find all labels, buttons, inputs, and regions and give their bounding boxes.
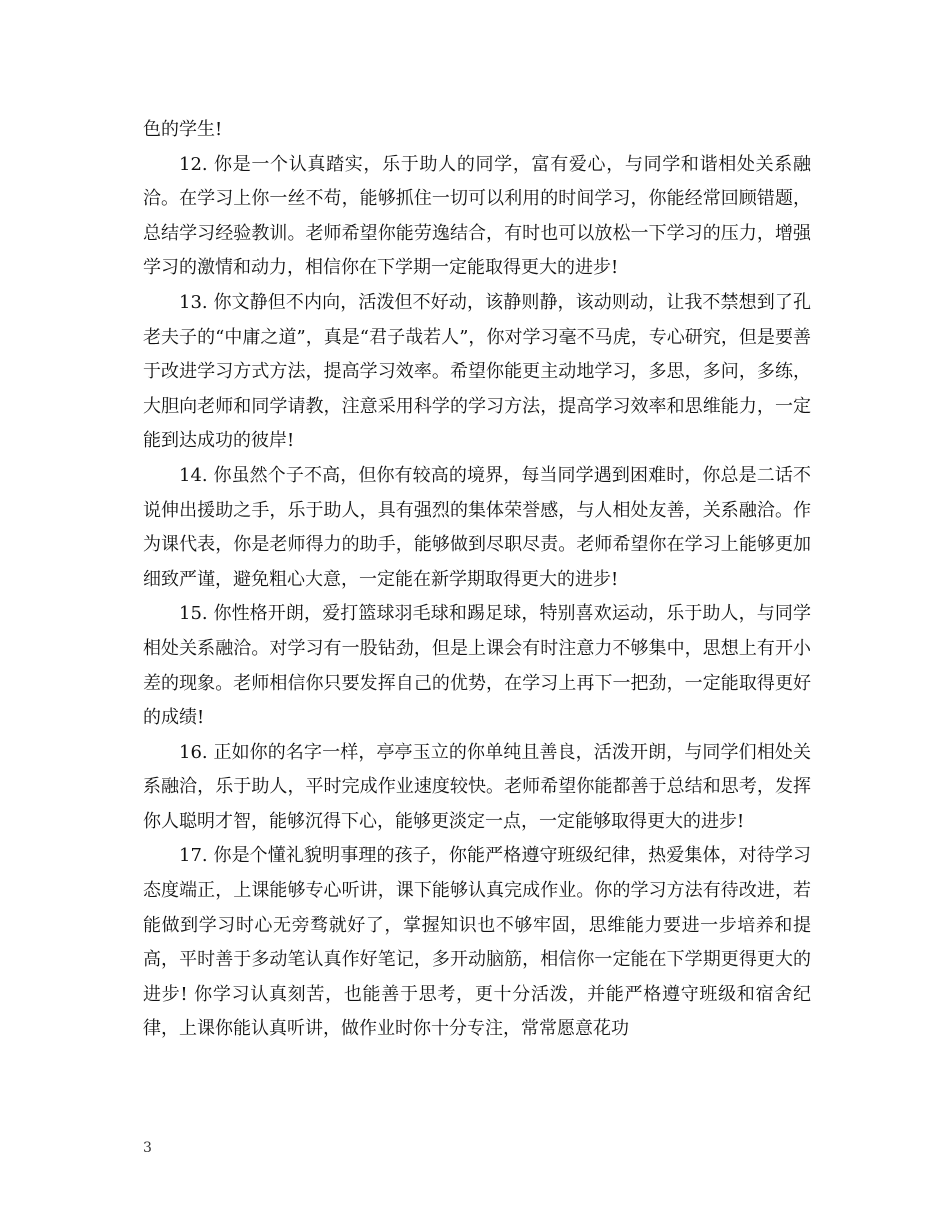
paragraph-comment-16: 16. 正如你的名字一样，亭亭玉立的你单纯且善良，活泼开朗，与同学们相处关系融洽，乐于助人，平时完成作业速度较快。老师希望你能都善于总结和思考，发挥你人聪明才智，能够沉得下心，能够更淡定一点，一定能够取得更大的进步!	[143, 741, 811, 832]
page-number: 3	[143, 1140, 152, 1156]
paragraph-comment-14: 14. 你虽然个子不高，但你有较高的境界，每当同学遇到困难时，你总是二话不说伸出援助之手，乐于助人，具有强烈的集体荣誉感，与人相处友善，关系融洽。作为课代表，你是老师得力的助手，能够做到尽职尽责。老师希望你在学习上能够更加细致严谨，避免粗心大意，一定能在新学期取得更大的进步!	[143, 464, 811, 590]
paragraph-comment-13: 13. 你文静但不内向，活泼但不好动，该静则静，该动则动，让我不禁想到了孔老夫子的“中庸之道”，真是“君子哉若人”，你对学习毫不马虎，专心研究，但是要善于改进学习方式方法，提高学习效率。希望你能更主动地学习，多思，多问，多练，大胆向老师和同学请教，注意采用科学的学习方法，提高学习效率和思维能力，一定能到达成功的彼岸!	[143, 291, 811, 452]
paragraph-comment-12: 12. 你是一个认真踏实，乐于助人的同学，富有爱心，与同学和谐相处关系融洽。在学习上你一丝不苟，能够抓住一切可以利用的时间学习，你能经常回顾错题，总结学习经验教训。老师希望你能劳逸结合，有时也可以放松一下学习的压力，增强学习的激情和动力，相信你在下学期一定能取得更大的进步!	[143, 153, 811, 279]
body-text	[143, 113, 811, 1047]
paragraph-comment-17: 17. 你是个懂礼貌明事理的孩子，你能严格遵守班级纪律，热爱集体，对待学习态度端正，上课能够专心听讲，课下能够认真完成作业。你的学习方法有待改进，若能做到学习时心无旁骛就好了，掌握知识也不够牢固，思维能力要进一步培养和提高，平时善于多动笔认真作好笔记，多开动脑筋，相信你一定能在下学期更得更大的进步! 你学习认真刻苦，也能善于思考，更十分活泼，并能严格遵守班级和宿舍纪律，上课你能认真听讲，做作业时你十分专注，常常愿意花功	[143, 845, 811, 1040]
paragraph-continuation: 色的学生!	[143, 119, 223, 140]
paragraph-comment-15: 15. 你性格开朗，爱打篮球羽毛球和踢足球，特别喜欢运动，乐于助人，与同学相处关系融洽。对学习有一股钻劲，但是上课会有时注意力不够集中，思想上有开小差的现象。老师相信你只要发挥自己的优势，在学习上再下一把劲，一定能取得更好的成绩!	[143, 603, 811, 729]
